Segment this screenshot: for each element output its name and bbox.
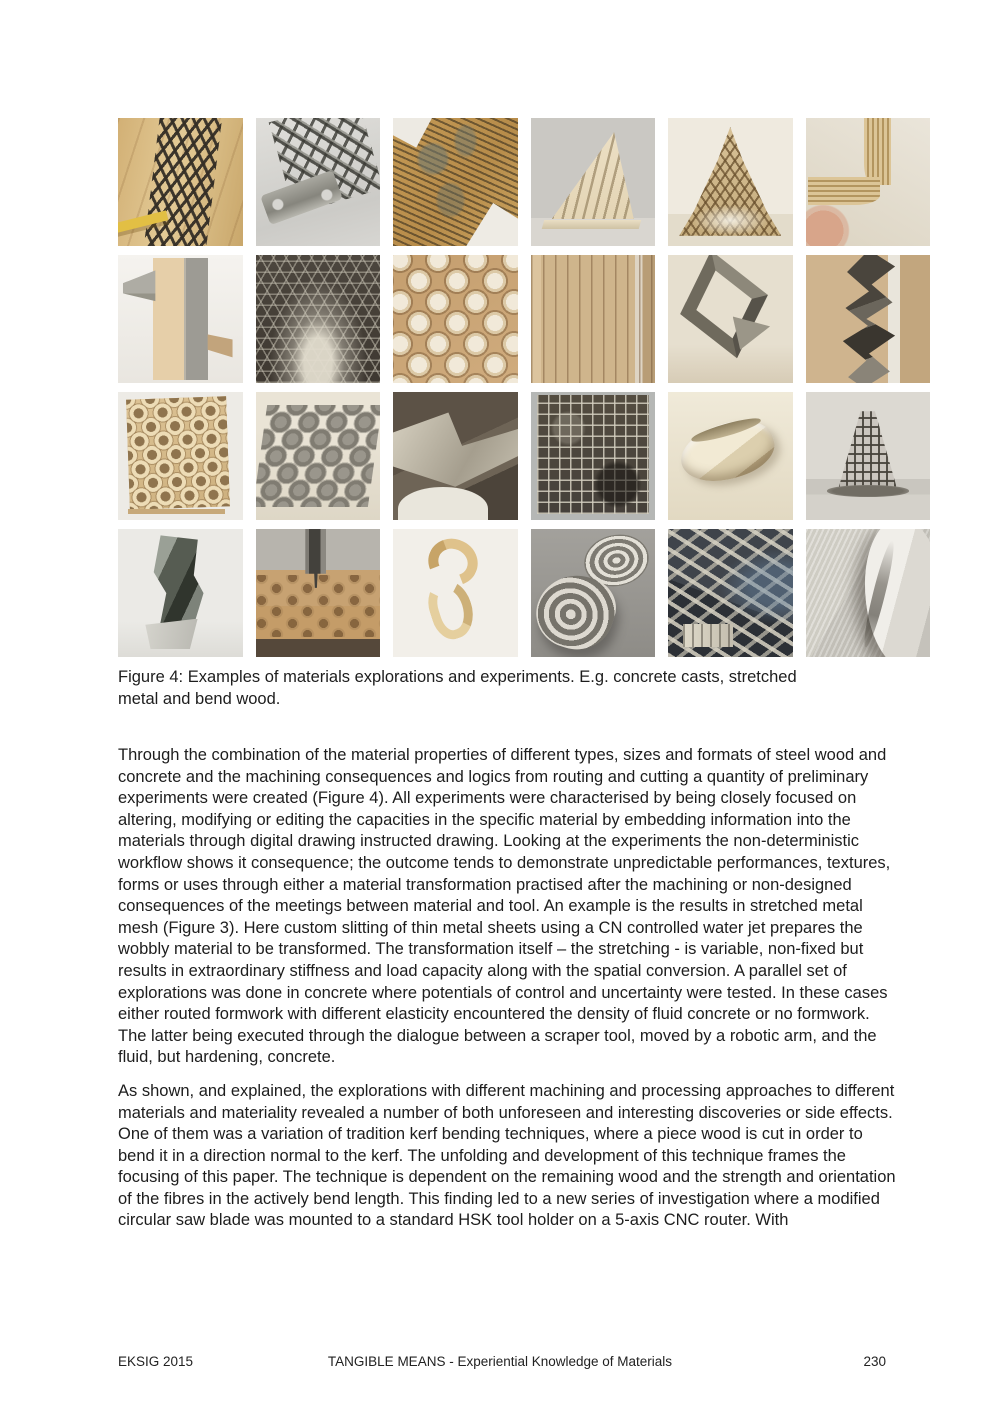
figure-image-concrete-bump-array (256, 392, 381, 520)
figure-image-concrete-surface-with-smooth-curl (806, 529, 931, 657)
figure-image-cnc-router-drilling-wood-board (256, 529, 381, 657)
figure-image-wire-mesh-cone (806, 392, 931, 520)
figure-image-folded-metal-sheets-dark (393, 392, 518, 520)
figure-image-cnc-cut-wood-lattice-tower (668, 118, 793, 246)
body-text (118, 745, 902, 1244)
figure-image-spun-metal-concentric-forms (531, 529, 656, 657)
paragraph-2: As shown, and explained, the explorations with different machining and processing approaches to different materials and materiality revealed a number of both unforeseen and interesting discoveries or side effects. One of them was a variation of tradition kerf bending techniques, where a piece wood is cut in order to bend it in a direction normal to the kerf. The unfolding and development of this technique frames the focusing of this paper. The technique is dependent on the remaining wood and the strength and orientation of the fibres in the actively bend length. This finding led to a new series of investigation where a modified circular saw blade was mounted to a standard HSK tool holder on a 5-axis CNC router. With (118, 1081, 896, 1230)
footer-proceedings-title: TANGIBLE MEANS - Experiential Knowledge of Materials (327, 1354, 673, 1369)
figure-4-image-grid (118, 118, 930, 657)
footer-page-number: 230 (863, 1354, 886, 1369)
figure-image-stretched-metal-mesh-on-wood-floor (118, 118, 243, 246)
figure-image-dark-metal-square-mesh (531, 392, 656, 520)
figure-image-curved-concrete-shell (668, 392, 793, 520)
figure-image-twisted-wood-shaving (393, 529, 518, 657)
figure-image-perforated-wood-honeycomb-panel (118, 392, 243, 520)
figure-image-slitted-brass-sheet (393, 118, 518, 246)
figure-image-woven-metal-lattice (668, 529, 793, 657)
figure-image-kerf-cut-wood-triangle (531, 118, 656, 246)
figure-image-routed-wavy-wood-panel (531, 255, 656, 383)
figure-image-kerf-bent-wood-corner (806, 118, 931, 246)
figure-image-dark-triangle-pattern-metal-sheet (256, 255, 381, 383)
figure-image-folded-metal-column (118, 529, 243, 657)
figure-image-expanded-metal-mesh-sheet (256, 118, 381, 246)
figure-caption: Figure 4: Examples of materials explorations and experiments. E.g. concrete casts, stretched metal and bend wood. (118, 668, 797, 708)
figure-image-folded-metal-angular-loop (668, 255, 793, 383)
page-footer (0, 1354, 1000, 1369)
figure-image-folded-metal-diamond-chain (806, 255, 931, 383)
figure-image-concrete-spiral-casts-grid (393, 255, 518, 383)
figure-image-wood-beam-with-concrete-cones (118, 255, 243, 383)
footer-conference-label: EKSIG 2015 (118, 1354, 194, 1369)
paragraph-1: Through the combination of the material properties of different types, sizes and formats of steel wood and concrete and the machining consequences and logics from routing and cutting a quantity of preliminary experiments were created (Figure 4). All experiments were characterised by being closely focused on altering, modifying or editing the capacities in the specific material by embedding information into the materials through digital drawing instructed drawing. Looking at the experiments the non-deterministic workflow shows it consequence; the outcome tends to demonstrate unpredictable performances, textures, forms or uses through either a material transformation practised after the machining or non-designed consequences of the meetings between material and tool. An example is the results in stretched metal mesh (Figure 3). Here custom slitting of thin metal sheets using a CN controlled water jet prepares the wobbly material to be transformed. The transformation itself – the stretching - is variable, non-fixed but results in extraordinary stiffness and load capacity along with the spatial conversion. A parallel set of explorations was done in concrete where potentials of control and uncertainty were tested. In these cases either routed formwork with different elasticity encountered the density of fluid concrete or no formwork. The latter being executed through the dialogue between a scraper tool, moved by a robotic arm, and the fluid, but hardening, concrete. (118, 746, 891, 1067)
